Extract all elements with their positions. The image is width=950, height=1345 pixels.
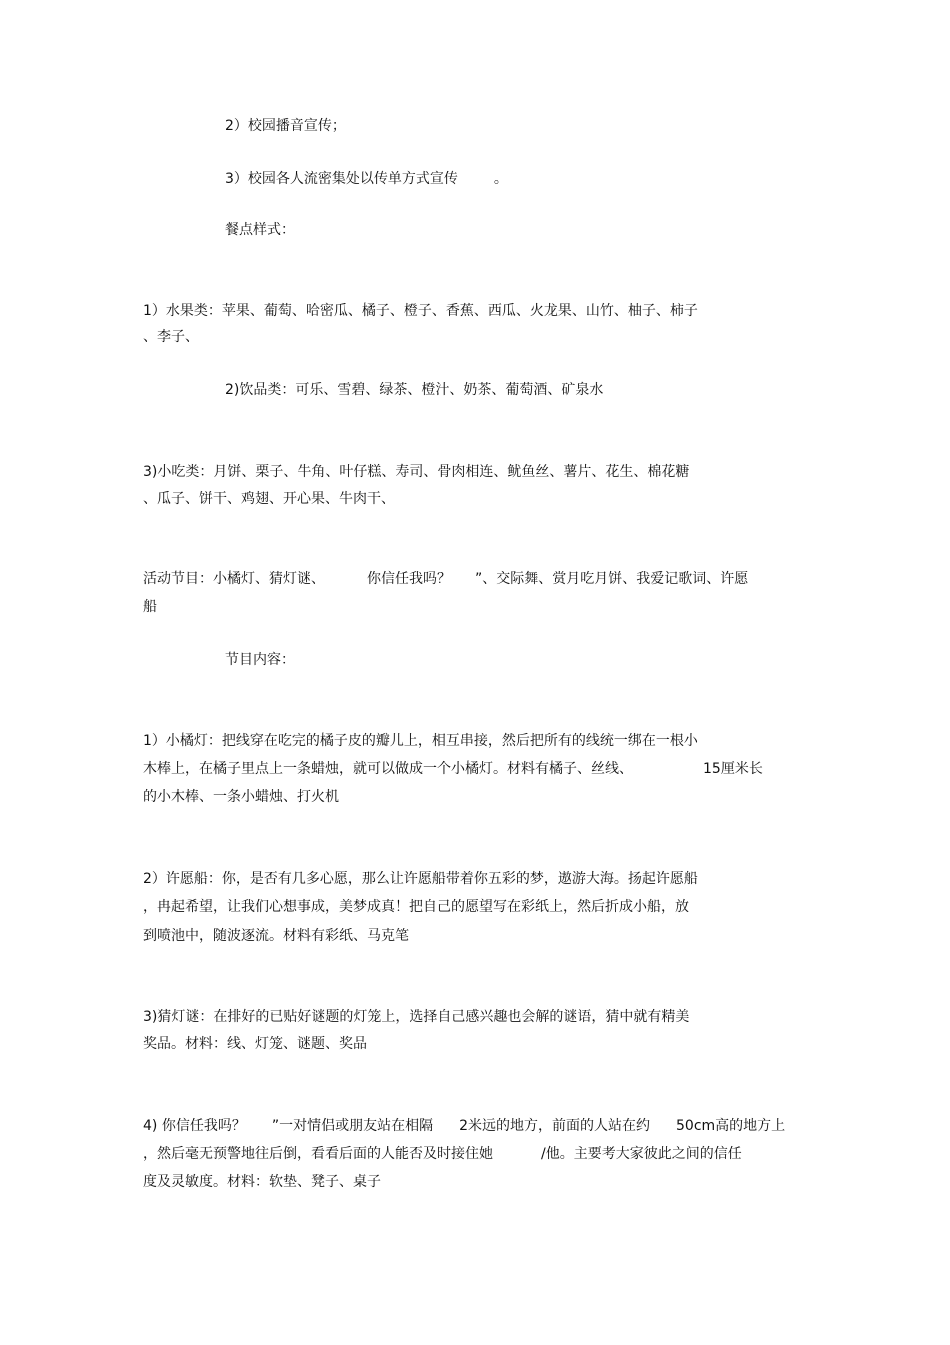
promo-item-2: 2）校园播音宣传； [225,118,346,134]
trust-line-3: 度及灵敏度。材料：软垫、凳子、桌子 [143,1174,381,1190]
trust-line-1 [143,1117,785,1135]
activities-list-end: ”、交际舞、赏月吃月饼、我爱记歌词、许愿 [475,571,749,587]
boat-line-3: 到喷池中，随波逐流。材料有彩纸、马克笔 [143,928,409,944]
lantern-line-1: 1）小橘灯：把线穿在吃完的橘子皮的瓣儿上，相互串接，然后把所有的线统一绑在一根小 [143,733,698,749]
activities-line-2: 船 [143,599,157,615]
trust-line-1-part-3: 2米远的地方，前面的人站在约 [459,1118,651,1134]
trust-line-1-part-4: 50cm高的地方上 [676,1118,786,1134]
lantern-line-3: 的小木棒、一条小蜡烛、打火机 [143,789,339,805]
trust-line-2-end: /他。主要考大家彼此之间的信任 [541,1146,742,1162]
activities-list-start: 活动节目：小橘灯、猜灯谜、 [143,571,325,587]
content-heading: 节目内容： [225,652,295,668]
promo-item-3-end: 。 [493,171,508,187]
trust-line-1-part-2: ”一对情侣或朋友站在相隔 [271,1118,434,1134]
promo-item-3-text: 3）校园各人流密集处以传单方式宣传 [225,171,458,187]
food-heading: 餐点样式： [225,222,295,238]
promo-item-3 [225,170,508,188]
trust-title: 4) 你信任我吗？ [143,1118,246,1134]
activities-line-1 [143,570,748,588]
food-drinks: 2)饮品类：可乐、雪碧、绿茶、橙汁、奶茶、葡萄酒、矿泉水 [225,382,604,398]
food-fruit-line-2: 、李子、 [143,329,199,345]
riddle-line-1: 3)猜灯谜：在排好的已贴好谜题的灯笼上，选择自己感兴趣也会解的谜语，猜中就有精美 [143,1009,690,1025]
lantern-stick-length: 15厘米长 [703,761,763,777]
food-snacks-line-2: 、瓜子、饼干、鸡翅、开心果、牛肉干、 [143,491,395,507]
lantern-line-2 [143,760,763,778]
food-snacks-line-1: 3)小吃类：月饼、栗子、牛角、叶仔糕、寿司、骨肉相连、鱿鱼丝、薯片、花生、棉花糖 [143,464,690,480]
activities-trust-title: 你信任我吗？ [367,571,451,587]
trust-line-2-text: ，然后毫无预警地往后倒，看看后面的人能否及时接住她 [143,1146,493,1162]
riddle-line-2: 奖品。材料：线、灯笼、谜题、奖品 [143,1036,367,1052]
food-fruit-line-1: 1）水果类：苹果、葡萄、哈密瓜、橘子、橙子、香蕉、西瓜、火龙果、山竹、柚子、柿子 [143,303,698,319]
trust-line-2 [143,1145,742,1163]
boat-line-2: ，冉起希望，让我们心想事成，美梦成真！把自己的愿望写在彩纸上，然后折成小船，放 [143,899,689,915]
boat-line-1: 2）许愿船：你，是否有几多心愿，那么让许愿船带着你五彩的梦，遨游大海。扬起许愿船 [143,871,698,887]
lantern-line-2-text: 木棒上，在橘子里点上一条蜡烛，就可以做成一个小橘灯。材料有橘子、丝线、 [143,761,633,777]
